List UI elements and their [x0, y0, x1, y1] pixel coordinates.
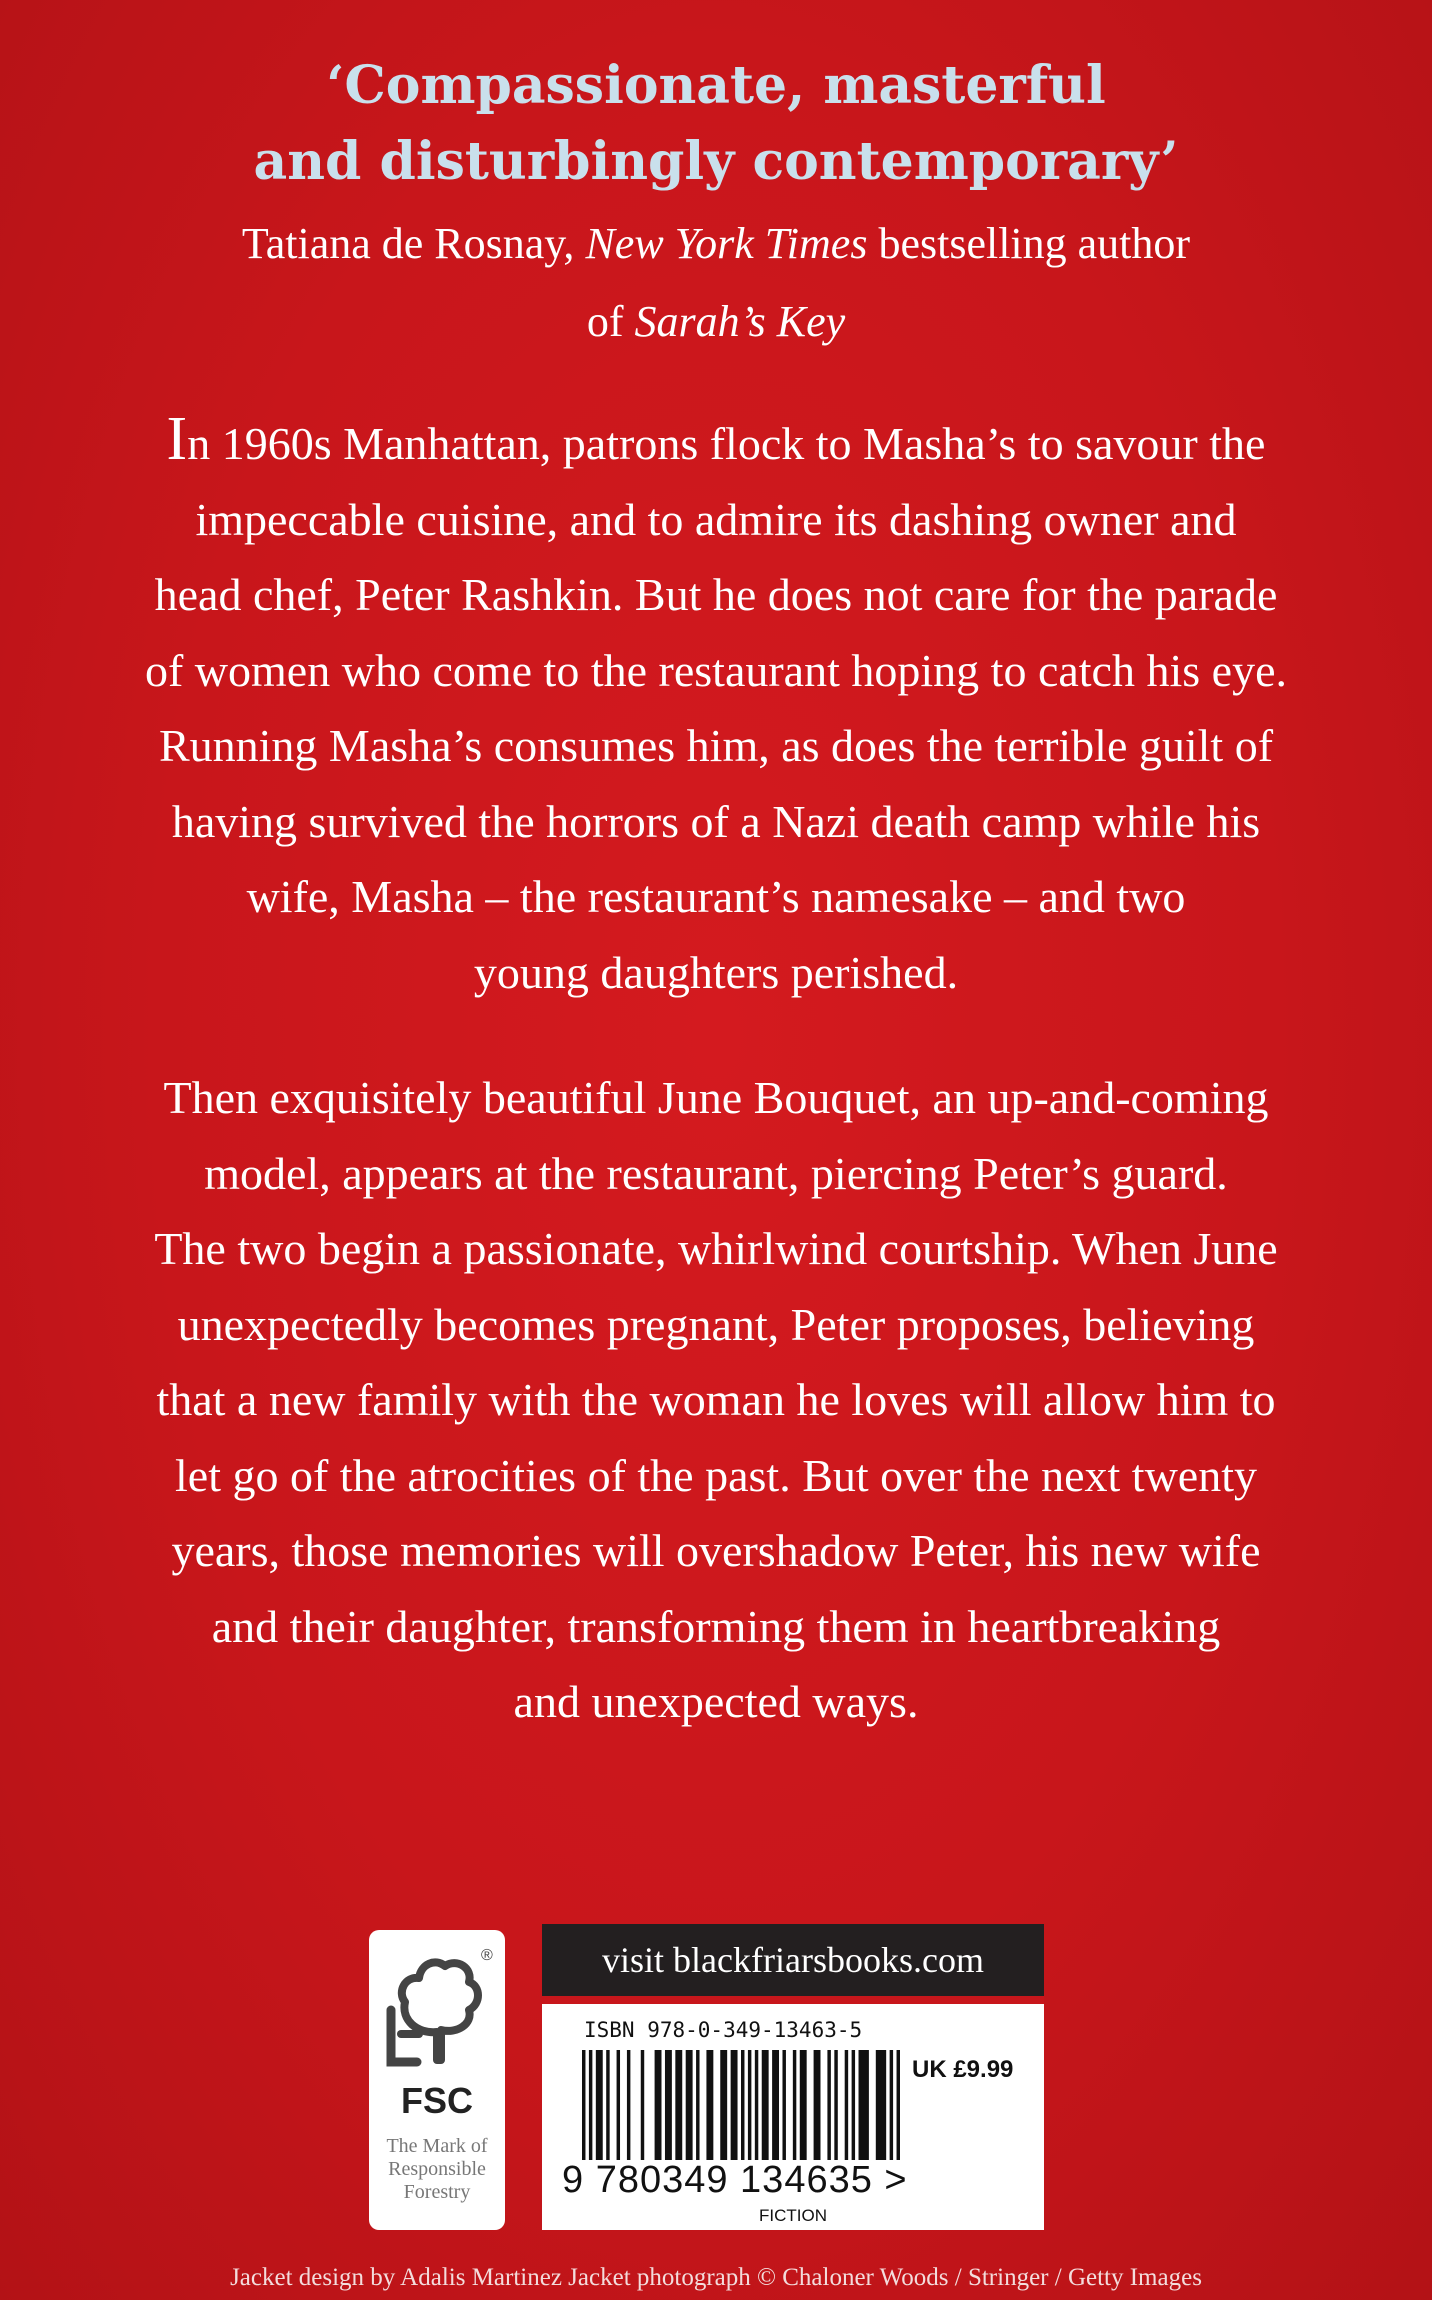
blurb-line: The two begin a passionate, whirlwind courtship. When June [154, 1223, 1278, 1274]
barcode-number: 9 780349 134635 [562, 2159, 873, 2201]
blurb-paragraph-2 [60, 1060, 1372, 1740]
publisher-website: visit blackfriarsbooks.com [542, 1924, 1044, 1996]
fsc-tagline [373, 2135, 501, 2204]
barcode-bar [655, 2050, 662, 2160]
barcode-bar [731, 2050, 738, 2160]
pull-quote-line: and disturbingly contemporary’ [253, 131, 1179, 192]
barcode-bar [755, 2050, 758, 2160]
isbn-text: ISBN 978-0-349-13463-5 [584, 2018, 863, 2042]
barcode-bar [793, 2050, 796, 2160]
barcode-bar [665, 2050, 672, 2160]
barcode-icon [582, 2050, 902, 2168]
barcode-bar [675, 2050, 682, 2160]
fsc-label: FSC [401, 2080, 473, 2121]
barcode-bar [641, 2050, 644, 2160]
fsc-tagline-line: Forestry [403, 2181, 471, 2203]
blurb-line: Then exquisitely beautiful June Bouquet, an up-and-coming [163, 1072, 1269, 1123]
registered-mark: ® [481, 1947, 493, 1964]
barcode-bar [706, 2050, 713, 2160]
barcode-addon-mark: > [884, 2159, 908, 2201]
publication-name: New York Times [585, 219, 868, 268]
blurb-line: and their daughter, transforming them in heartbreaking [211, 1600, 1221, 1652]
barcode-bar [834, 2050, 837, 2160]
barcode-bar [596, 2050, 603, 2160]
blurb-line: let go of the atrocities of the past. But over the next twenty [175, 1449, 1257, 1501]
barcode-bar [748, 2050, 751, 2160]
blurb-line: of women who come to the restaurant hoping to catch his eye. [144, 644, 1287, 696]
barcode-bar [772, 2050, 779, 2160]
barcode-bar [827, 2050, 830, 2160]
barcode-bar [627, 2050, 630, 2160]
quote-attribution [0, 205, 1432, 361]
price-label: UK £9.99 [912, 2056, 1014, 2083]
pull-quote [0, 48, 1432, 200]
barcode-bar [686, 2050, 693, 2160]
barcode-panel [542, 1924, 1044, 2230]
barcode-bar [897, 2050, 900, 2160]
barcode-bar [876, 2050, 886, 2160]
blurb-line: and unexpected ways. [513, 1676, 919, 1727]
barcode-bar [852, 2050, 855, 2160]
fsc-tagline-line: The Mark of [386, 2135, 488, 2157]
blurb-line: having survived the horrors of a Nazi death camp while his [171, 795, 1261, 847]
barcode-bar [589, 2050, 592, 2160]
book-title: Sarah’s Key [634, 297, 846, 346]
blurb-line: years, those memories will overshadow Peter, his new wife [171, 1525, 1261, 1576]
blurb-line: that a new family with the woman he loves will allow him to [156, 1374, 1276, 1425]
fsc-tree-icon [377, 1942, 497, 2077]
barcode-digits [562, 2159, 908, 2202]
blurb-line: impeccable cuisine, and to admire its dashing owner and [195, 493, 1237, 545]
attribution-prefix: Tatiana de Rosnay, [241, 219, 586, 268]
barcode-bar [617, 2050, 620, 2160]
barcode-bar [696, 2050, 699, 2160]
barcode-bar [582, 2050, 585, 2160]
blurb-line: model, appears at the restaurant, piercing Peter’s guard. [204, 1147, 1228, 1199]
barcode-bar [720, 2050, 727, 2160]
blurb-line: unexpectedly becomes pregnant, Peter proposes, believing [177, 1298, 1255, 1350]
pull-quote-line: ‘Compassionate, masterful [326, 55, 1106, 116]
genre-label: FICTION [759, 2206, 827, 2225]
barcode-bar [814, 2050, 821, 2160]
divider [542, 1996, 1044, 2004]
fsc-logo [369, 1930, 505, 2230]
jacket-credits: Jacket design by Adalis Martinez Jacket photograph © Chaloner Woods / Stringer / Getty Images [230, 2264, 1202, 2291]
barcode-bar [800, 2050, 807, 2160]
barcode-bar [606, 2050, 609, 2160]
barcode-bar [741, 2050, 744, 2160]
barcode-bar [859, 2050, 869, 2160]
blurb-paragraph-1 [60, 402, 1372, 1010]
fsc-tagline-line: Responsible [388, 2158, 486, 2180]
attribution-of: of [586, 297, 635, 346]
blurb-line: head chef, Peter Rashkin. But he does not care for the parade [154, 569, 1278, 620]
blurb-line: young daughters perished. [473, 946, 959, 998]
blurb-line: wife, Masha – the restaurant’s namesake – and two [246, 871, 1186, 922]
barcode-bar [845, 2050, 848, 2160]
blurb-line: In 1960s Manhattan, patrons flock to Masha’s to savour the [166, 405, 1266, 473]
blurb-line: Running Masha’s consumes him, as does the terrible guilt of [158, 720, 1274, 771]
attribution-suffix: bestselling author [867, 219, 1191, 268]
barcode-bar [762, 2050, 769, 2160]
barcode-bar [782, 2050, 785, 2160]
barcode-bar [890, 2050, 893, 2160]
drop-cap: I [166, 405, 188, 473]
